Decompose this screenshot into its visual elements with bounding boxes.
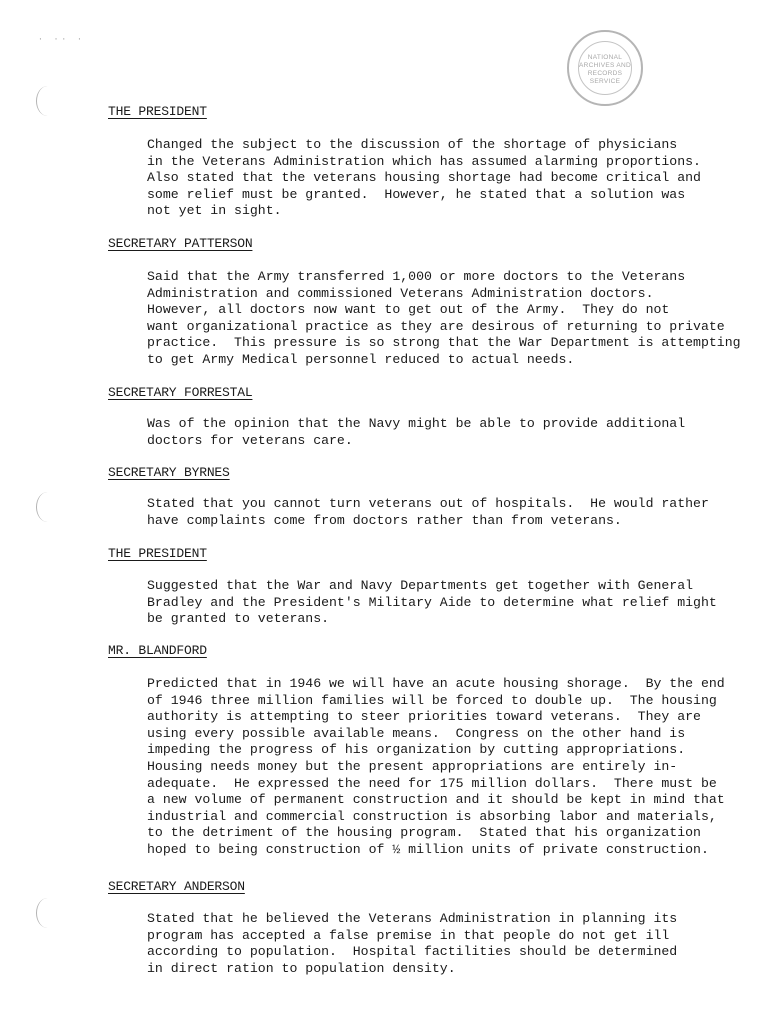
page-mark: · ·· · [38, 35, 85, 44]
statement-line: a new volume of permanent construction and it should be kept in mind that [147, 792, 725, 808]
statement-line: adequate. He expressed the need for 175 million dollars. There must be [147, 775, 717, 791]
stamp-text [569, 54, 641, 86]
statement-line: Was of the opinion that the Navy might be able to provide additional [147, 416, 686, 431]
statement-line: of 1946 three million families will be forced to double up. The housing [147, 692, 717, 708]
statement-line: impeding the progress of his organization by cutting appropriations. [147, 742, 686, 758]
statement-line: be granted to veterans. [147, 611, 330, 627]
stamp-line: RECORDS [587, 70, 623, 77]
statement-line: industrial and commercial construction is absorbing labor and materials, [147, 808, 717, 824]
statement-paragraph [147, 269, 741, 369]
statement-line: want organizational practice as they are desirous of returning to private [147, 318, 725, 334]
statement-line: some relief must be granted. However, he stated that a solution was [147, 186, 686, 202]
speaker-heading: MR. BLANDFORD [108, 643, 207, 658]
statement-line: However, all doctors now want to get out of the Army. They do not [147, 302, 670, 318]
statement-line: doctors for veterans care. [147, 432, 353, 448]
statement-line: Stated that you cannot turn veterans out of hospitals. He would rather [147, 496, 709, 511]
statement-paragraph [147, 911, 677, 977]
speaker-heading: THE PRESIDENT [108, 546, 207, 561]
statement-paragraph [147, 416, 685, 449]
statement-paragraph [147, 676, 725, 859]
statement-line: not yet in sight. [147, 203, 282, 219]
statement-paragraph [147, 137, 701, 220]
statement-paragraph [147, 496, 709, 529]
punch-hole [36, 86, 59, 116]
statement-line: hoped to being construction of ½ million units of private construction. [147, 841, 709, 857]
statement-line: Bradley and the President's Military Aide to determine what relief might [147, 594, 717, 610]
statement-line: practice. This pressure is so strong that the War Department is attempting [147, 335, 741, 351]
punch-hole [36, 898, 59, 928]
statement-line: to the detriment of the housing program. Stated that his organization [147, 825, 701, 841]
statement-line: Stated that he believed the Veterans Administration in planning its [147, 911, 678, 926]
statement-line: in direct ration to population density. [147, 960, 456, 976]
archives-stamp [567, 30, 643, 106]
statement-line: Said that the Army transferred 1,000 or more doctors to the Veterans [147, 269, 686, 284]
statement-line: in the Veterans Administration which has assumed alarming proportions. [147, 153, 701, 169]
speaker-heading: SECRETARY BYRNES [108, 465, 230, 480]
speaker-heading: SECRETARY PATTERSON [108, 236, 253, 251]
stamp-line: SERVICE [589, 78, 621, 85]
statement-line: using every possible available means. Congress on the other hand is [147, 725, 686, 741]
statement-line: Suggested that the War and Navy Departments get together with General [147, 578, 694, 593]
statement-line: authority is attempting to steer priorities toward veterans. They are [147, 709, 701, 725]
statement-line: Changed the subject to the discussion of the shortage of physicians [147, 137, 678, 152]
statement-line: Predicted that in 1946 we will have an acute housing shorage. By the end [147, 676, 725, 691]
stamp-line: ARCHIVES AND [578, 62, 631, 69]
statement-line: Also stated that the veterans housing shortage had become critical and [147, 170, 701, 186]
speaker-heading: SECRETARY ANDERSON [108, 879, 245, 894]
stamp-line: NATIONAL [587, 54, 623, 61]
statement-line: Housing needs money but the present appropriations are entirely in- [147, 758, 678, 774]
statement-line: according to population. Hospital factilities should be determined [147, 944, 678, 960]
statement-line: program has accepted a false premise in that people do not get ill [147, 927, 670, 943]
statement-line: Administration and commissioned Veterans Administration doctors. [147, 285, 654, 301]
statement-paragraph [147, 578, 717, 628]
speaker-heading: SECRETARY FORRESTAL [108, 385, 253, 400]
punch-hole [36, 492, 59, 522]
speaker-heading: THE PRESIDENT [108, 104, 207, 119]
statement-line: to get Army Medical personnel reduced to actual needs. [147, 351, 575, 367]
statement-line: have complaints come from doctors rather than from veterans. [147, 512, 622, 528]
